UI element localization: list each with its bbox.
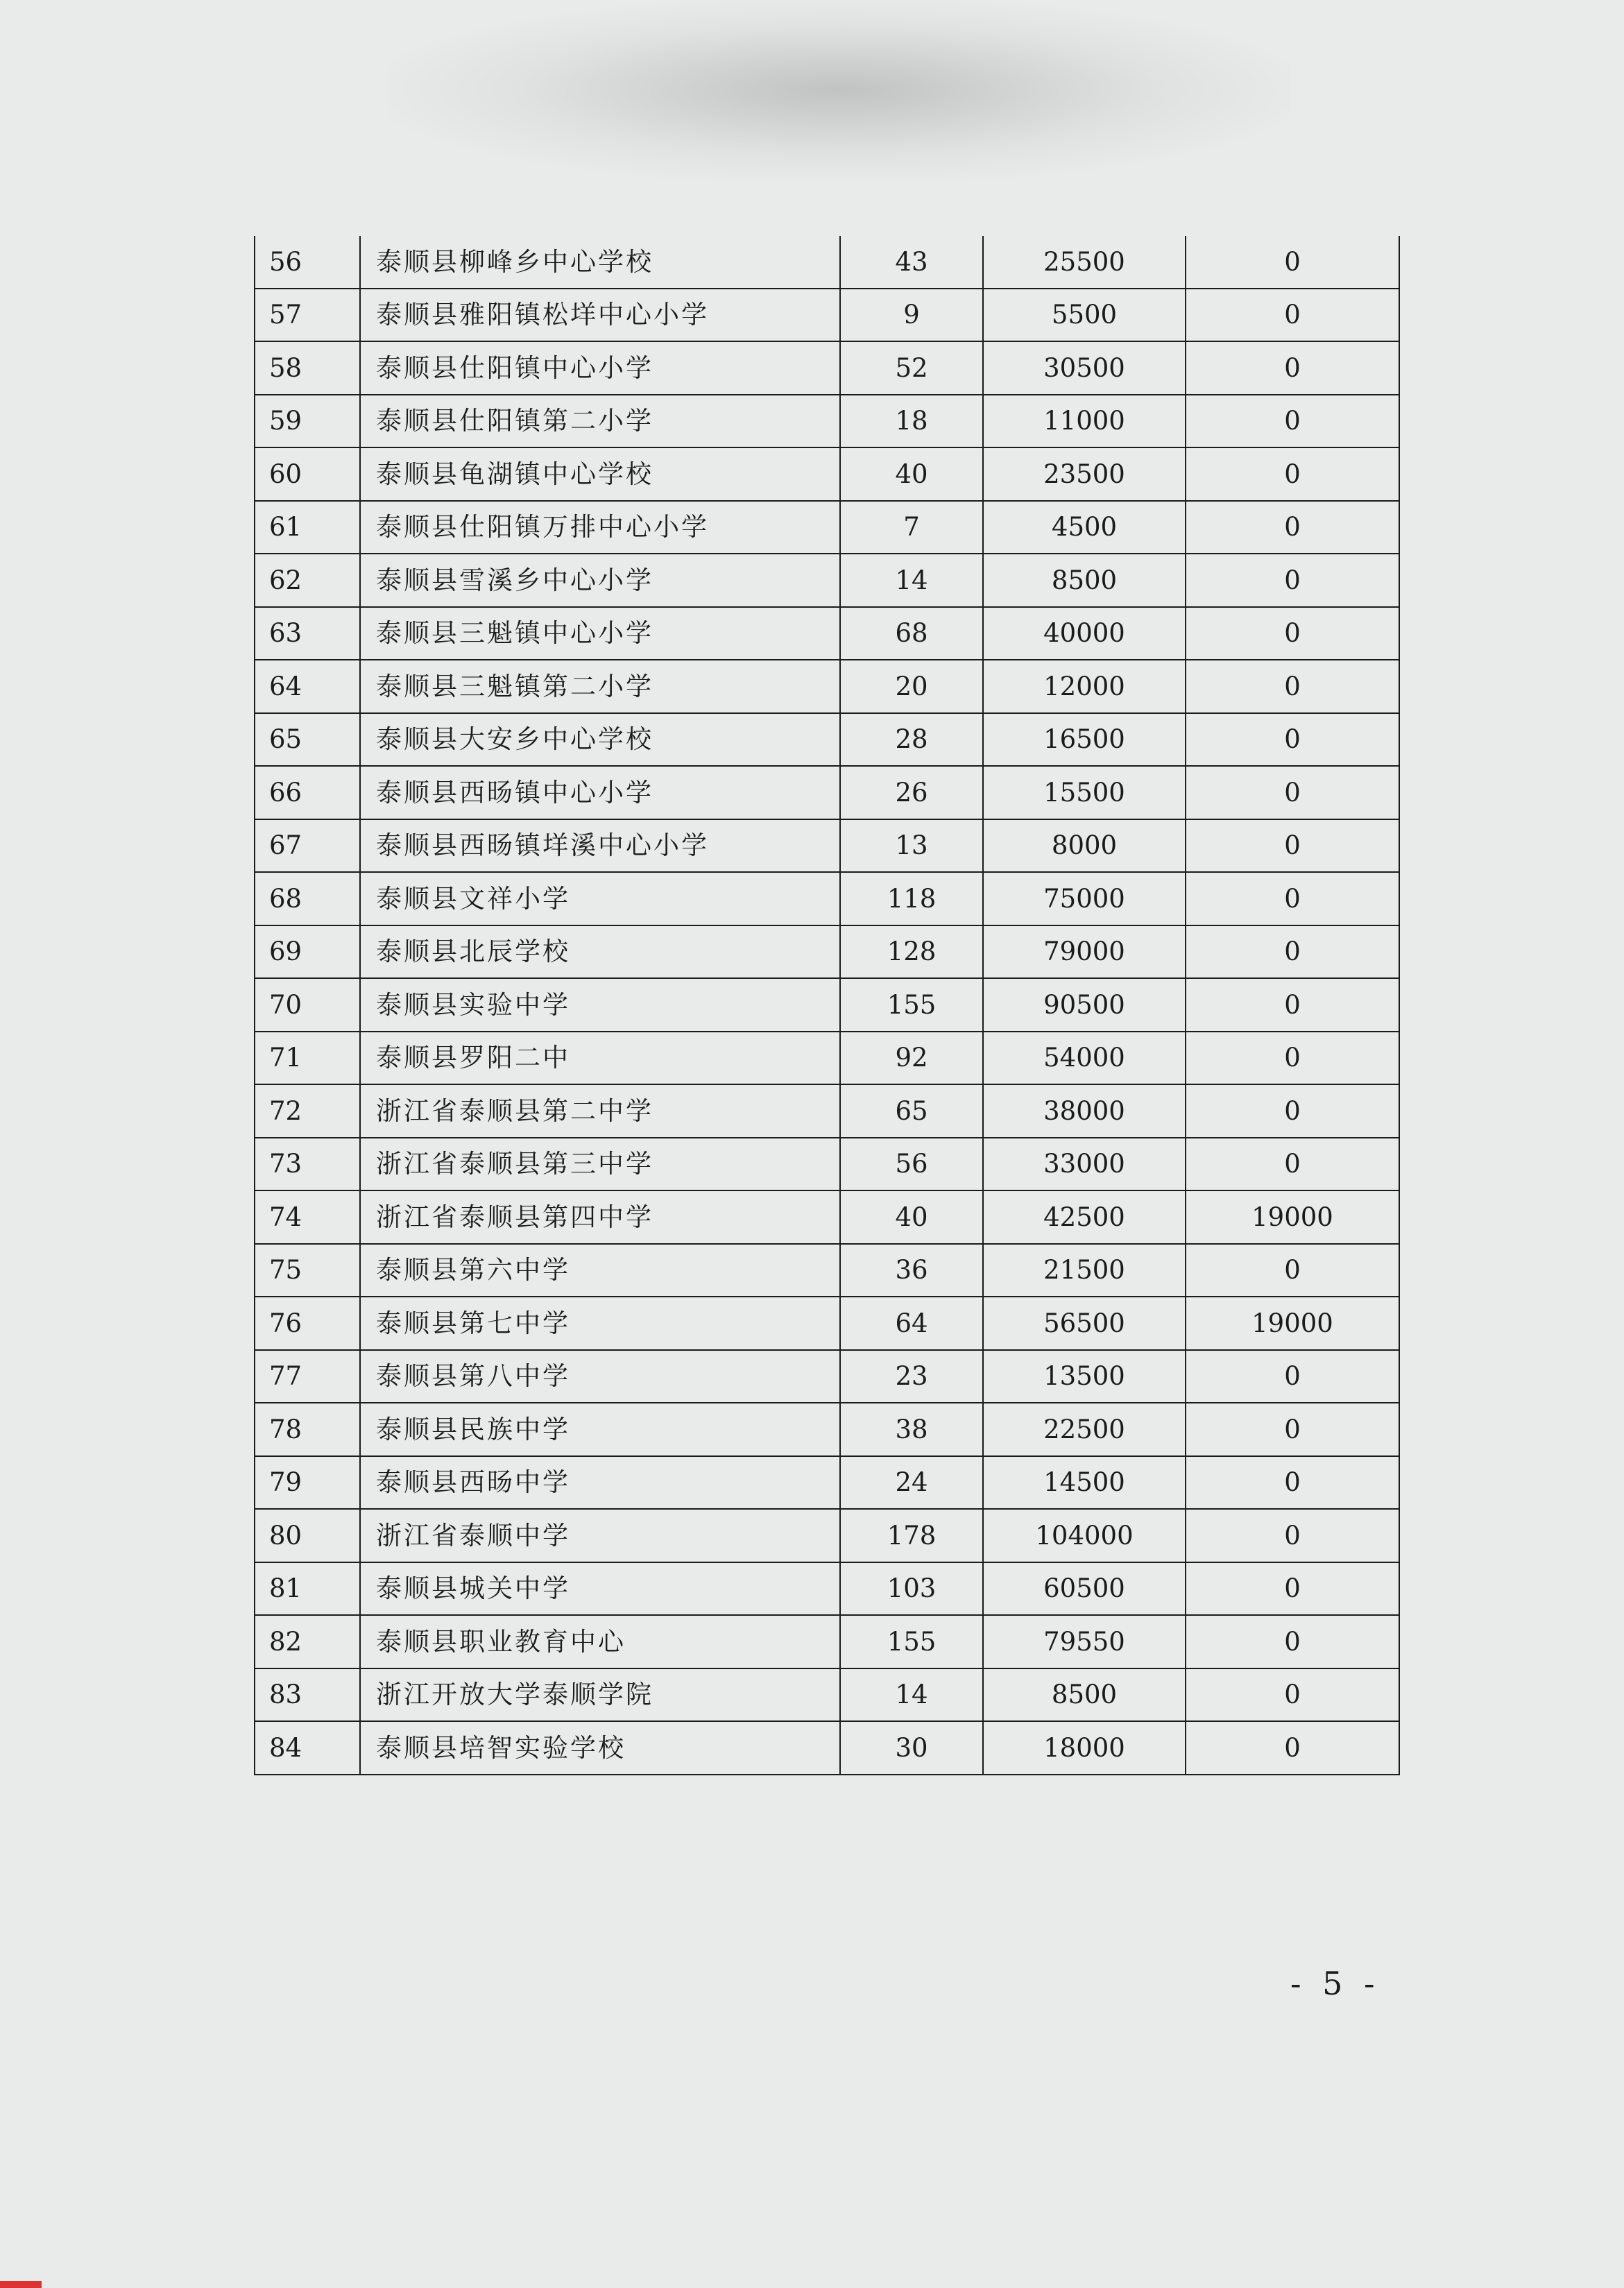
amount-cell: 16500 <box>983 713 1186 767</box>
row-number-cell: 65 <box>255 713 360 767</box>
school-name-cell: 泰顺县雪溪乡中心小学 <box>360 554 840 607</box>
table-row <box>255 1721 1399 1775</box>
school-name-cell: 泰顺县民族中学 <box>360 1403 840 1456</box>
table-row <box>255 1190 1399 1244</box>
table-row <box>255 872 1399 925</box>
count-cell: 28 <box>840 713 983 767</box>
amount-cell: 40000 <box>983 607 1186 660</box>
school-name-cell: 泰顺县大安乡中心学校 <box>360 713 840 767</box>
count-cell: 103 <box>840 1562 983 1616</box>
extra-amount-cell: 0 <box>1186 1721 1399 1775</box>
amount-cell: 90500 <box>983 978 1186 1032</box>
row-number-cell: 72 <box>255 1084 360 1138</box>
extra-amount-cell: 0 <box>1186 1084 1399 1138</box>
count-cell: 56 <box>840 1138 983 1191</box>
amount-cell: 25500 <box>983 236 1186 289</box>
count-cell: 40 <box>840 1190 983 1244</box>
count-cell: 52 <box>840 341 983 395</box>
school-name-cell: 泰顺县培智实验学校 <box>360 1721 840 1775</box>
amount-cell: 8000 <box>983 819 1186 873</box>
count-cell: 155 <box>840 1615 983 1668</box>
school-name-cell: 泰顺县第六中学 <box>360 1244 840 1297</box>
amount-cell: 18000 <box>983 1721 1186 1775</box>
school-name-cell: 泰顺县仕阳镇万排中心小学 <box>360 501 840 554</box>
amount-cell: 14500 <box>983 1456 1186 1510</box>
school-name-cell: 泰顺县职业教育中心 <box>360 1615 840 1668</box>
amount-cell: 75000 <box>983 872 1186 925</box>
table-row <box>255 713 1399 767</box>
extra-amount-cell: 0 <box>1186 607 1399 660</box>
row-number-cell: 77 <box>255 1350 360 1403</box>
table-row <box>255 766 1399 819</box>
amount-cell: 21500 <box>983 1244 1186 1297</box>
row-number-cell: 69 <box>255 925 360 979</box>
school-name-cell: 泰顺县雅阳镇松垟中心小学 <box>360 289 840 342</box>
extra-amount-cell: 0 <box>1186 1350 1399 1403</box>
extra-amount-cell: 0 <box>1186 766 1399 819</box>
row-number-cell: 64 <box>255 660 360 713</box>
row-number-cell: 78 <box>255 1403 360 1456</box>
count-cell: 92 <box>840 1032 983 1085</box>
table-row <box>255 925 1399 979</box>
row-number-cell: 67 <box>255 819 360 873</box>
school-name-cell: 浙江开放大学泰顺学院 <box>360 1668 840 1722</box>
extra-amount-cell: 0 <box>1186 447 1399 501</box>
row-number-cell: 70 <box>255 978 360 1032</box>
extra-amount-cell: 19000 <box>1186 1190 1399 1244</box>
school-name-cell: 泰顺县西旸镇垟溪中心小学 <box>360 819 840 873</box>
row-number-cell: 58 <box>255 341 360 395</box>
school-name-cell: 浙江省泰顺县第三中学 <box>360 1138 840 1191</box>
extra-amount-cell: 0 <box>1186 1456 1399 1510</box>
school-name-cell: 泰顺县龟湖镇中心学校 <box>360 447 840 501</box>
table-row <box>255 554 1399 607</box>
extra-amount-cell: 0 <box>1186 1032 1399 1085</box>
amount-cell: 22500 <box>983 1403 1186 1456</box>
row-number-cell: 60 <box>255 447 360 501</box>
table-row <box>255 1084 1399 1138</box>
amount-cell: 11000 <box>983 395 1186 448</box>
amount-cell: 15500 <box>983 766 1186 819</box>
table-row <box>255 395 1399 448</box>
table-row <box>255 1562 1399 1616</box>
school-name-cell: 泰顺县城关中学 <box>360 1562 840 1616</box>
school-name-cell: 浙江省泰顺中学 <box>360 1509 840 1562</box>
extra-amount-cell: 0 <box>1186 1138 1399 1191</box>
table-row <box>255 1509 1399 1562</box>
table-row <box>255 289 1399 342</box>
extra-amount-cell: 0 <box>1186 872 1399 925</box>
table-row <box>255 1032 1399 1085</box>
extra-amount-cell: 0 <box>1186 395 1399 448</box>
count-cell: 7 <box>840 501 983 554</box>
amount-cell: 23500 <box>983 447 1186 501</box>
school-name-cell: 泰顺县罗阳二中 <box>360 1032 840 1085</box>
table-row <box>255 1297 1399 1350</box>
table-row <box>255 1244 1399 1297</box>
extra-amount-cell: 0 <box>1186 1668 1399 1722</box>
table-row <box>255 660 1399 713</box>
count-cell: 118 <box>840 872 983 925</box>
table-row <box>255 1350 1399 1403</box>
extra-amount-cell: 0 <box>1186 713 1399 767</box>
amount-cell: 38000 <box>983 1084 1186 1138</box>
extra-amount-cell: 0 <box>1186 819 1399 873</box>
table-row <box>255 978 1399 1032</box>
count-cell: 30 <box>840 1721 983 1775</box>
count-cell: 38 <box>840 1403 983 1456</box>
count-cell: 13 <box>840 819 983 873</box>
page-number: - 5 - <box>1290 1965 1381 2002</box>
extra-amount-cell: 0 <box>1186 1244 1399 1297</box>
amount-cell: 54000 <box>983 1032 1186 1085</box>
count-cell: 155 <box>840 978 983 1032</box>
count-cell: 26 <box>840 766 983 819</box>
amount-cell: 42500 <box>983 1190 1186 1244</box>
row-number-cell: 81 <box>255 1562 360 1616</box>
table-row <box>255 1615 1399 1668</box>
table-body <box>255 236 1399 1775</box>
amount-cell: 79000 <box>983 925 1186 979</box>
count-cell: 14 <box>840 1668 983 1722</box>
amount-cell: 79550 <box>983 1615 1186 1668</box>
count-cell: 9 <box>840 289 983 342</box>
row-number-cell: 83 <box>255 1668 360 1722</box>
row-number-cell: 66 <box>255 766 360 819</box>
row-number-cell: 75 <box>255 1244 360 1297</box>
extra-amount-cell: 0 <box>1186 554 1399 607</box>
school-name-cell: 泰顺县文祥小学 <box>360 872 840 925</box>
extra-amount-cell: 0 <box>1186 1562 1399 1616</box>
extra-amount-cell: 0 <box>1186 289 1399 342</box>
count-cell: 43 <box>840 236 983 289</box>
school-name-cell: 泰顺县实验中学 <box>360 978 840 1032</box>
row-number-cell: 74 <box>255 1190 360 1244</box>
school-name-cell: 泰顺县第八中学 <box>360 1350 840 1403</box>
count-cell: 178 <box>840 1509 983 1562</box>
amount-cell: 5500 <box>983 289 1186 342</box>
school-name-cell: 泰顺县西旸中学 <box>360 1456 840 1510</box>
scan-edge-mark <box>0 2281 42 2288</box>
count-cell: 40 <box>840 447 983 501</box>
row-number-cell: 59 <box>255 395 360 448</box>
amount-cell: 13500 <box>983 1350 1186 1403</box>
school-name-cell: 泰顺县北辰学校 <box>360 925 840 979</box>
school-name-cell: 泰顺县第七中学 <box>360 1297 840 1350</box>
count-cell: 23 <box>840 1350 983 1403</box>
scan-shadow <box>388 0 1290 180</box>
school-name-cell: 泰顺县柳峰乡中心学校 <box>360 236 840 289</box>
table-row <box>255 447 1399 501</box>
count-cell: 68 <box>840 607 983 660</box>
count-cell: 20 <box>840 660 983 713</box>
table-row <box>255 607 1399 660</box>
row-number-cell: 62 <box>255 554 360 607</box>
amount-cell: 104000 <box>983 1509 1186 1562</box>
count-cell: 64 <box>840 1297 983 1350</box>
row-number-cell: 73 <box>255 1138 360 1191</box>
table-row <box>255 819 1399 873</box>
extra-amount-cell: 0 <box>1186 660 1399 713</box>
row-number-cell: 82 <box>255 1615 360 1668</box>
row-number-cell: 57 <box>255 289 360 342</box>
extra-amount-cell: 0 <box>1186 1615 1399 1668</box>
count-cell: 18 <box>840 395 983 448</box>
count-cell: 128 <box>840 925 983 979</box>
table-row <box>255 1403 1399 1456</box>
allocation-table <box>254 236 1400 1775</box>
table-row <box>255 341 1399 395</box>
extra-amount-cell: 0 <box>1186 236 1399 289</box>
amount-cell: 30500 <box>983 341 1186 395</box>
row-number-cell: 61 <box>255 501 360 554</box>
amount-cell: 33000 <box>983 1138 1186 1191</box>
extra-amount-cell: 0 <box>1186 501 1399 554</box>
count-cell: 14 <box>840 554 983 607</box>
table-row <box>255 236 1399 289</box>
row-number-cell: 56 <box>255 236 360 289</box>
row-number-cell: 79 <box>255 1456 360 1510</box>
count-cell: 36 <box>840 1244 983 1297</box>
school-name-cell: 泰顺县仕阳镇第二小学 <box>360 395 840 448</box>
table-row <box>255 501 1399 554</box>
school-name-cell: 浙江省泰顺县第二中学 <box>360 1084 840 1138</box>
table-row <box>255 1456 1399 1510</box>
table-row <box>255 1138 1399 1191</box>
extra-amount-cell: 0 <box>1186 978 1399 1032</box>
row-number-cell: 84 <box>255 1721 360 1775</box>
school-name-cell: 泰顺县三魁镇第二小学 <box>360 660 840 713</box>
amount-cell: 8500 <box>983 1668 1186 1722</box>
extra-amount-cell: 0 <box>1186 925 1399 979</box>
row-number-cell: 68 <box>255 872 360 925</box>
extra-amount-cell: 19000 <box>1186 1297 1399 1350</box>
table-row <box>255 1668 1399 1722</box>
amount-cell: 4500 <box>983 501 1186 554</box>
amount-cell: 56500 <box>983 1297 1186 1350</box>
school-name-cell: 浙江省泰顺县第四中学 <box>360 1190 840 1244</box>
school-name-cell: 泰顺县三魁镇中心小学 <box>360 607 840 660</box>
row-number-cell: 76 <box>255 1297 360 1350</box>
count-cell: 65 <box>840 1084 983 1138</box>
extra-amount-cell: 0 <box>1186 1509 1399 1562</box>
amount-cell: 60500 <box>983 1562 1186 1616</box>
extra-amount-cell: 0 <box>1186 341 1399 395</box>
count-cell: 24 <box>840 1456 983 1510</box>
row-number-cell: 63 <box>255 607 360 660</box>
row-number-cell: 71 <box>255 1032 360 1085</box>
amount-cell: 12000 <box>983 660 1186 713</box>
row-number-cell: 80 <box>255 1509 360 1562</box>
amount-cell: 8500 <box>983 554 1186 607</box>
school-name-cell: 泰顺县仕阳镇中心小学 <box>360 341 840 395</box>
extra-amount-cell: 0 <box>1186 1403 1399 1456</box>
school-name-cell: 泰顺县西旸镇中心小学 <box>360 766 840 819</box>
